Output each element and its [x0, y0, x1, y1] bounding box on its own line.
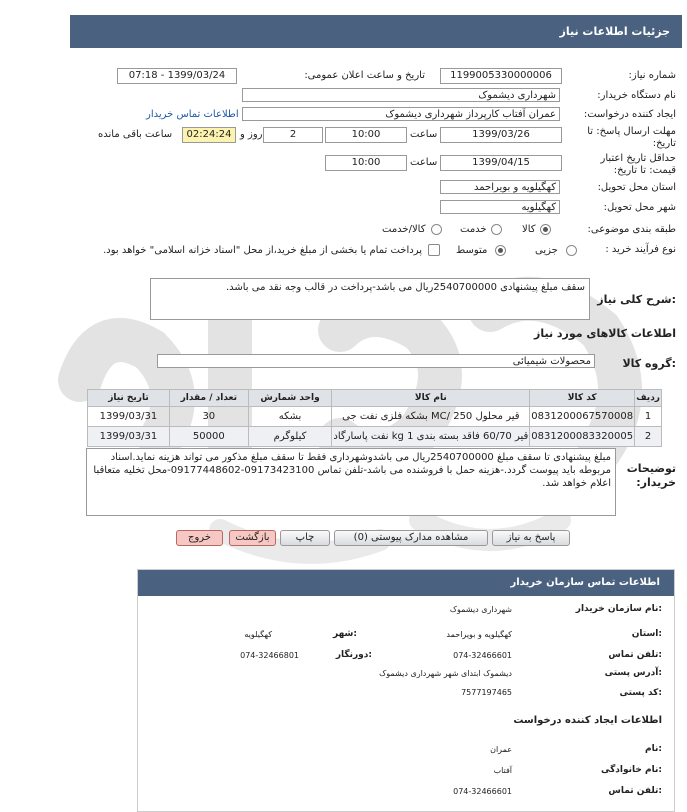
contact-card-header [138, 570, 674, 596]
category-option-service: خدمت [460, 224, 487, 235]
buyer-org-field: شهرداری دیشموک [242, 88, 560, 102]
deadline-date-field: 1399/03/26 [440, 127, 562, 143]
contact-card [137, 569, 675, 812]
fax-value: 074-32466801 [240, 651, 299, 660]
need-number-label: شماره نیاز: [628, 70, 676, 81]
province-label: استان محل تحویل: [597, 182, 676, 193]
process-radio-minor[interactable] [566, 245, 577, 256]
contact-card-title: اطلاعات تماس سازمان خریدار [510, 577, 660, 588]
cell-unit: بشکه [248, 407, 332, 427]
process-option-medium: متوسط [456, 245, 488, 256]
postal-value: 7577197465 [461, 688, 512, 697]
last-name-value: آفتاب [493, 766, 512, 775]
process-option-minor: جزیی [535, 245, 558, 256]
phone-value: 074-32466601 [453, 651, 512, 660]
cell-date: 1399/03/31 [88, 407, 170, 427]
category-radio-goods-service[interactable] [431, 224, 442, 235]
city-field: کهگیلویه [440, 200, 560, 214]
validity-time-field: 10:00 [325, 155, 407, 171]
process-label: نوع فرآیند خرید : [605, 244, 676, 255]
back-button[interactable]: بازگشت [229, 530, 276, 546]
cell-qty: 50000 [169, 427, 248, 447]
attachments-button[interactable]: مشاهده مدارک پیوستی (0) [334, 530, 488, 546]
validity-label: حداقل تاریخ اعتبار قیمت: تا تاریخ: [600, 153, 676, 176]
cell-row: 1 [635, 407, 662, 427]
page-header [70, 15, 682, 48]
creator-field: عمران آفتاب کارپرداز شهرداری دیشموک [242, 107, 560, 121]
city-label: شهر: [333, 629, 357, 639]
col-qty: تعداد / مقدار [169, 390, 248, 407]
cell-qty: 30 [169, 407, 248, 427]
cell-name: قیر محلول MC/ 250 بشکه فلزی نفت جی [332, 407, 530, 427]
payment-note: پرداخت تمام یا بخشی از مبلغ خرید،از محل "اسناد خزانه اسلامی" خواهد بود. [103, 245, 422, 256]
validity-date-field: 1399/04/15 [440, 155, 562, 171]
process-radio-medium[interactable] [495, 245, 506, 256]
cell-code: 0831200083320005 [530, 427, 635, 447]
creator-label: ایجاد کننده درخواست: [583, 109, 676, 120]
address-label: آدرس پستی: [604, 668, 662, 678]
buyer-notes-text: مبلغ پیشنهادی تا سقف مبلغ 2540700000ریال می باشدوشهرداری فقط تا سقف مبلغ مذکور می تواند هزینه نماید.اسناد مربوطه باید پیوست گردد.-هزینه حمل با فروشنده می باشد-تلفن تماس 09173423100-09177448602-محل تخلیه متعاقبا اعلام خواهد شد. [86, 448, 616, 516]
goods-group-label: گروه کالا: [622, 357, 676, 370]
phone-label: تلفن تماس: [608, 650, 662, 660]
org-name-value: شهرداری دیشموک [449, 605, 512, 614]
first-name-value: عمران [490, 745, 512, 754]
goods-table [87, 389, 662, 447]
deadline-time-field: 10:00 [325, 127, 407, 143]
city-value: کهگیلویه [244, 630, 272, 639]
category-option-goods-service: کالا/خدمت [382, 224, 426, 235]
summary-text: سقف مبلغ پیشنهادی 2540700000ریال می باشد-پرداخت در قالب وجه نقد می باشد. [150, 278, 590, 320]
exit-button[interactable]: خروج [176, 530, 223, 546]
buyer-org-label: نام دستگاه خریدار: [597, 90, 676, 101]
goods-section-title: اطلاعات کالاهای مورد نیاز [534, 327, 676, 340]
announce-label: تاریخ و ساعت اعلان عمومی: [304, 70, 425, 81]
days-field: 2 [263, 127, 323, 143]
remaining-time-field: 02:24:24 [182, 127, 236, 143]
print-button[interactable]: چاپ [280, 530, 330, 546]
creator-section-title: اطلاعات ایجاد کننده درخواست [513, 715, 662, 726]
col-name: نام کالا [332, 390, 530, 407]
fax-label: دورنگار: [335, 650, 372, 660]
col-unit: واحد شمارش [248, 390, 332, 407]
province-label: استان: [631, 629, 662, 639]
announce-field: 1399/03/24 - 07:18 [117, 68, 237, 84]
summary-label: شرح کلی نیاز: [597, 293, 676, 306]
province-field: کهگیلویه و بویراحمد [440, 180, 560, 194]
table-row [88, 407, 662, 427]
category-radio-service[interactable] [491, 224, 502, 235]
days-label: روز و [240, 129, 263, 140]
goods-group-field: محصولات شیمیائی [157, 354, 595, 368]
page-title: جزئیات اطلاعات نیاز [559, 25, 670, 38]
table-row [88, 427, 662, 447]
cell-date: 1399/03/31 [88, 427, 170, 447]
category-label: طبقه بندی موضوعی: [587, 224, 676, 235]
cell-row: 2 [635, 427, 662, 447]
validity-time-label: ساعت [410, 157, 438, 168]
city-label: شهر محل تحویل: [603, 202, 676, 213]
last-name-label: نام خانوادگی: [600, 765, 662, 775]
creator-phone-value: 074-32466601 [453, 787, 512, 796]
cell-unit: کیلوگرم [248, 427, 332, 447]
reply-button[interactable]: پاسخ به نیاز [492, 530, 570, 546]
buyer-notes-label: توضیحات خریدار: [626, 462, 676, 489]
cell-code: 0831200067570008 [530, 407, 635, 427]
category-radio-goods[interactable] [540, 224, 551, 235]
treasury-checkbox[interactable] [428, 244, 440, 256]
category-option-goods: کالا [522, 224, 536, 235]
col-date: تاریخ نیاز [88, 390, 170, 407]
col-row: ردیف [635, 390, 662, 407]
address-value: دیشموک ابتدای شهر شهرداری دیشموک [379, 669, 512, 678]
buyer-contact-link[interactable]: اطلاعات تماس خریدار [146, 109, 239, 120]
province-value: کهگیلویه و بویراحمد [446, 630, 512, 639]
goods-table-header [88, 390, 662, 407]
org-name-label: نام سازمان خریدار: [575, 604, 662, 614]
creator-phone-label: تلفن تماس: [608, 786, 662, 796]
cell-name: قیر 60/70 فاقد بسته بندی 1 kg نفت پاسارگاد [332, 427, 530, 447]
deadline-time-label: ساعت [410, 129, 438, 140]
postal-label: کد پستی: [619, 688, 662, 698]
deadline-label: مهلت ارسال پاسخ: تا تاریخ: [587, 126, 676, 149]
first-name-label: نام: [645, 744, 662, 754]
need-number-field: 1199005330000006 [440, 68, 562, 84]
col-code: کد کالا [530, 390, 635, 407]
remaining-label: ساعت باقی مانده [98, 129, 173, 140]
